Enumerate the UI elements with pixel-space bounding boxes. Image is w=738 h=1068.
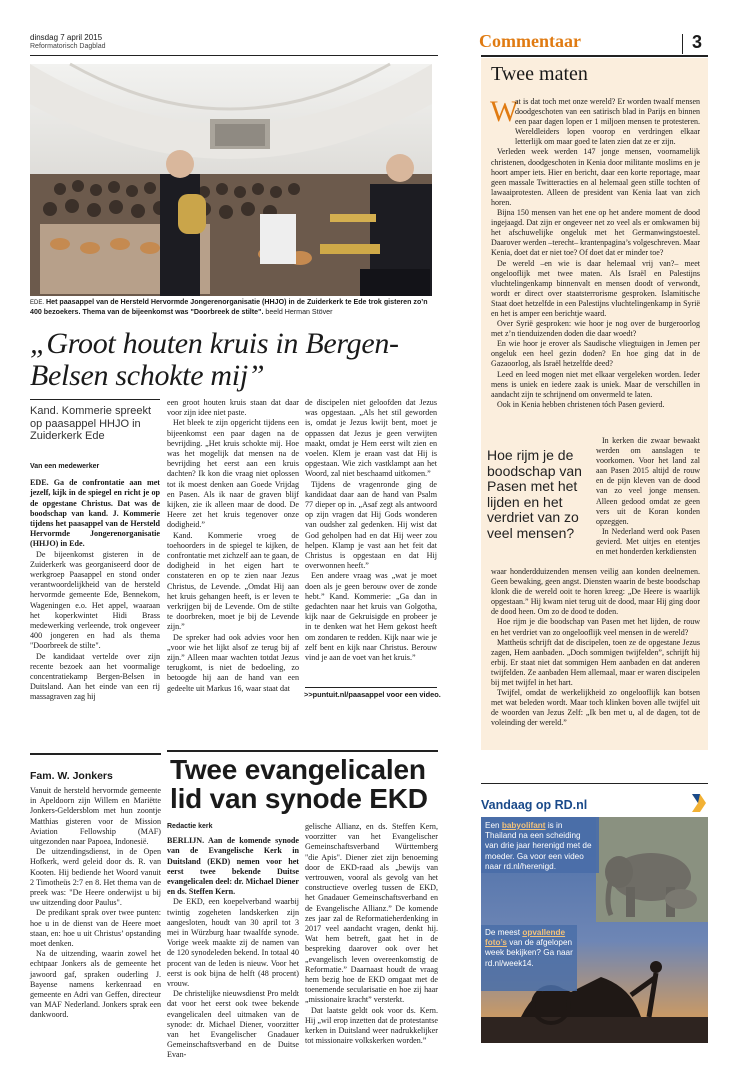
- article2-column-2: [305, 822, 438, 1044]
- jonkers-paragraph: Vanuit de hersteld hervormde gemeente in Apeldoorn zijn Willem en Mariëtte Jonkers-Geldersblom met hun zoontje Matthias gisteren voor de Mission Aviation Fellowship (MAF) uitgezonden naar Papoea, Indonesië.: [30, 786, 161, 847]
- commentary-text-bottom: [491, 567, 700, 749]
- caption-place: EDE.: [30, 300, 45, 306]
- vandaag-top-rule: [481, 783, 708, 784]
- photos-link[interactable]: opvallende foto’s: [485, 928, 566, 948]
- commentary-paragraph: In Nederland werd ook Pasen gevierd. Met uitjes en etentjes en met honderden kerkdiensten: [596, 526, 700, 557]
- pull-quote: Hoe rijm je de boodschap van Pasen met het lijden en het verdriet van zo veel mensen?: [487, 447, 582, 541]
- promo1-text: is in Thailand na een scheiding van drie jaar herenigd met de moeder. Ga voor een video naar rd.nl/herenigd.: [485, 821, 592, 871]
- article1-column-3: [305, 398, 437, 688]
- section-title: Commentaar: [479, 31, 581, 51]
- article1-column-1: [30, 462, 160, 752]
- article-paragraph: De bijeenkomst gisteren in de Zuiderkerk was georganiseerd door de werkgroep Paasappel en stond onder verantwoordelijkheid van de hersteld hervormde gemeente Ede, Bennekom, Wageningen e.o. Het appel, waaraan het koperkwintet Hidi Brass medewerking verleende, trok ongeveer 400 jongeren en had als thema "Doorbreek de stilte".: [30, 549, 160, 651]
- commentary-paragraph: Mattheüs schrijft dat de discipelen, toen ze de opgestane Jezus zagen, Hem aanbaden. „Doch sommigen twijfelden”, schrijft hij erbij. Er staat niet dat sommigen Hem aanbaden en dat anderen twijfelden. Ze aanbaden Hem allemaal, maar er waren discipelen bij met twijfel in het hart.: [491, 637, 700, 688]
- commentary-paragraph: Over Syrië gesproken: wie hoor je nog over de burgeroorlog met z’n tienduizenden doden die daar woedt?: [491, 319, 700, 339]
- page-number: 3: [692, 32, 703, 52]
- newspaper-name: Reformatorisch Dagblad: [30, 43, 106, 50]
- article-paragraph: De spreker had ook advies voor hen „voor wie het lijkt alsof ze terug bij af zijn.” Alleen maar wachten totdat Jezus terugkomt, is niet de bedoeling, zo betoogde hij aan de hand van een gedeelte uit Markus 16, waar staat dat: [167, 632, 299, 693]
- commentary-paragraph: Leed en leed mogen niet met elkaar vergeleken worden. Ieder mens is uniek en iedere zaak is uniek. Maar de verschillen in aandacht zijn te schrijnend om onvermeld te laten.: [491, 369, 700, 399]
- commentary-paragraph: De wereld –en wie is daar helemaal vrij van?– meet ongelooflijk met twee maten. Als Israël en Palestijns vluchtelingenkamp binnenvalt en mensen doodt of verwondt, wordt er direct over staatsterrorisme gesproken. Islamitische Staat doet hetzelfde in een Palestijns vluchtelingenkamp in Syrië en het is amper een berichtje waard.: [491, 258, 700, 318]
- article-paragraph: de discipelen niet geloofden dat Jezus was opgestaan. „Als het stil geworden is, omdat je Jezus kwijt bent, moet je oppassen dat Jezus je geen verwijten maakt, omdat je Hem eerst wilt zien en voelen. Klem je eraan vast dat Hij is opgestaan. Wie zich vastklampt aan het Woord, zal niet beschaamd uitkomen.”: [305, 398, 437, 479]
- intro-rule: [30, 399, 160, 400]
- babyolifant-link[interactable]: babyolifant: [501, 821, 546, 830]
- commentary-paragraph: Ook in Kenia hebben christenen tóch Pasen gevierd.: [497, 399, 665, 409]
- jonkers-paragraph: De uitzendingsdienst, in de Open Hofkerk, werd geleid door ds. R. van Kooten. Hij bediende het Woord vanuit 2 Timotheüs 2:7 en 8. Het thema van de preek was: "De Heere onderwijst u bij uw uitzending door Paulus".: [30, 847, 161, 908]
- header-rule: [30, 55, 438, 56]
- commentary-paragraph: Hoe rijm je die boodschap van Pasen met het lijden, de rouw en het verdriet van zo ongelooflijk veel mensen in de wereld?: [491, 617, 700, 637]
- jonkers-paragraph: De predikant sprak over twee punten: hoe u in de dienst van de Heere moet staan, en: hoe u uit Christus’ opstanding moet denken.: [30, 908, 161, 949]
- commentary-top-rule: [481, 55, 708, 57]
- photo-credit: beeld Herman Stöver: [265, 308, 333, 317]
- article-paragraph: Tijdens de vragenronde ging de kandidaat daar aan de hand van Psalm 77 dieper op in. „Asaf zegt als antwoord op zijn vragen dat Hij Gods wonderen van oudsher zal gedenken. Hij wist dat God geholpen had en dat Hij weer zou helpen. Klamp je vast aan het feit dat Christus is opgestaan en dat Hij overwonnen heeft.”: [305, 479, 437, 571]
- commentary-paragraph: at is dat toch met onze wereld? Er worden twaalf mensen doodgeschoten van een satirisch blad in Parijs en binnen een paar dagen lopen er 1 miljoen mensen te protesteren. Wereldleiders lopen voorop en verdringen elkaar letterlijk om maar goed te laten zien dat ze er zijn.: [515, 97, 700, 147]
- article1-column-2: [167, 398, 299, 750]
- article2-column-1: [167, 822, 299, 1060]
- article2-paragraph: Dat laatste geldt ook voor ds. Kern. Hij „wil erop inzetten dat de protestantse kerken in Duitsland weer nadrukkelijker tot missionaire volkskerken worden.”: [305, 1005, 438, 1046]
- article-paragraph: Kand. Kommerie vroeg de toehoorders in de spiegel te kijken, de confrontatie met zichzelf aan te gaan, de dodigheid in het eigen hart te constateren en op te zien naar Jezus Christus, de Levende. „Omdat Hij aan het kruis gehangen heeft, is er leven te verkrijgen bij de Levende. Om de stilte te doorbreken, moet je bij de Levende zijn.”: [167, 530, 299, 632]
- article2-paragraph: De EKD, een koepelverband waarbij twintig zogeheten landskerken zijn aangesloten, houdt van 30 april tot 3 mei in Würzburg haar twaalfde synode. Vorige week maakte zij de namen van de 120 synodeleden bekend. In totaal 40 procent van de leden is nieuw. Voor het eerst is ook bijna de helft (48 procent) vrouw.: [167, 897, 299, 989]
- commentary-dropcap: W: [490, 95, 519, 128]
- commentary-headline: Twee maten: [491, 63, 588, 85]
- commentary-paragraph: Verleden week werden 147 jonge mensen, voornamelijk christenen, doodgeschoten in Kenia door militante moslims en je hoort amper iets. Hier en bericht, daar een korte reportage, maar geen massale Twitteracties en al helemaal geen stille tochten of lawaaiprotesten. Alleen de president van Kenia laat van zich horen.: [491, 147, 700, 207]
- article-paragraph: een groot houten kruis staan dat daar voor zijn idee niet paste.: [167, 398, 299, 418]
- article-lead: EDE. Ga de confrontatie aan met jezelf, kijk in de spiegel en richt je op de opgestane Christus. Dat was de boodschap van kand. J. Kommerie tijdens het paasappel van de Hersteld Hervormde Jongerenorganisatie (HHJO) in Ede.: [30, 478, 160, 549]
- commentary-text-narrow: [596, 436, 700, 566]
- commentary-paragraph: In kerken die zwaar bewaakt werden om aanslagen te voorkomen. Voor het land zal aan Pasen 2015 altijd de rouw en de pijn kleven van de dood van zo veel jonge mensen. Alleen gedood omdat ze geen vers uit de Koran konden opzeggen.: [596, 436, 700, 526]
- article-intro: Kand. Kommerie spreekt op paasappel HHJO in Zuiderkerk Ede: [30, 405, 152, 442]
- article2-headline: Twee evangelicalen lid van synode EKD: [170, 754, 428, 814]
- article2-byline: Redactie kerk: [167, 823, 213, 830]
- article-paragraph: De kandidaat vertelde over zijn recente bezoek aan het voormalige concentratiekamp Bergen-Belsen in Duitsland. Aan het einde van een rij massagraven zag hij: [30, 651, 160, 702]
- commentary-paragraph: En wie hoor je erover als Saudische vliegtuigen in Jemen per ongeluk een heel gezin doden? En hoe ging dat in de Gazaoorlog, als Israël hetzelfde deed?: [491, 339, 700, 369]
- commentary-paragraph: Twijfel, omdat de werkelijkheid zo ongelooflijk kan botsen met wat beleden wordt. Maar toch klinken boven alle twijfel uit de woorden van Jezus Zelf: „Ik ben met u, al de dagen, tot de voleinding der wereld.”: [491, 688, 700, 728]
- publication-date: dinsdag 7 april 2015: [30, 33, 103, 42]
- promo-photos: [485, 928, 575, 969]
- article2-top-rule: [167, 750, 438, 752]
- jonkers-text: [30, 786, 161, 1044]
- link-rule: [305, 687, 437, 688]
- caption-text: Het paasappel van de Hersteld Hervormde Jongerenorganisatie (HHJO) in de Zuiderkerk te Ede trok gisteren zo’n 400 bezoekers. Thema van de bijeenkomst was "Doorbreek de stilte".: [30, 298, 428, 317]
- article2-paragraph: gelische Allianz, en ds. Steffen Kern, voorzitter van het Evangelischer Gemeinschaftsverband Württemberg "die Apis". Diener ziet zijn benoeming door de EKD-raad als „bewijs van vertrouwen, vooral als gevolg van het constructieve overleg tussen de EKD, het Gnadauer Gemeinschaftsverband en de Evangelische Allianz.” De komende zes jaar zal de Reformatieherdenking in 2017 veel aandacht vragen, denkt hij. Wat hem betreft, gaat het in de bespreking daarover ook over het „evangelisch leven overeenkomstig de Reformatie.” Daarnaast houdt de vraag hem bezig hoe de EKD omgaat met de toenemende secularisatie en hoe zij haar „missionaire kracht” versterkt.: [305, 822, 438, 1005]
- church-interior-photo-illustration: [30, 64, 432, 296]
- photo-caption: [30, 298, 435, 317]
- promo-babyolifant: [485, 821, 595, 872]
- article-headline: „Groot houten kruis in Bergen-Belsen schokte mij”: [30, 327, 399, 392]
- article-byline: Van een medewerker: [30, 463, 100, 470]
- commentary-text-top: [491, 97, 700, 435]
- promo2-text: van de afgelopen week bekijken? Ga naar rd.nl/week14.: [485, 938, 573, 968]
- commentary-paragraph: Bijna 150 mensen van het ene op het andere moment de dood ingejaagd. Dat zijn er ongeveer net zo veel als er omkwamen bij het afschuwelijke ongeluk met het Germanwingstoestel. Daarover werden –terecht– krantenpagina’s volgeschreven. Maar Kenia, doet dat er niet toe? Of doet dat er minder toe?: [491, 208, 700, 258]
- page-number-divider: [682, 34, 683, 54]
- promo2-pre: De meest: [485, 928, 521, 937]
- article2-lead: BERLIJN. Aan de komende synode van de Evangelische Kerk in Duitsland (EKD) nemen voor het eerst twee bekende Duitse evangelicalen deel: dr. Michael Diener en ds. Steffen Kern.: [167, 836, 299, 897]
- jonkers-title: Fam. W. Jonkers: [30, 770, 113, 782]
- video-link[interactable]: >>puntuit.nl/paasappel voor een video.: [304, 690, 441, 699]
- brass-quintet-photo: [30, 64, 432, 296]
- article-paragraph: Een andere vraag was „wat je moet doen als je geen berouw over de zonde hebt.” Kand. Kommerie: „Ga dan in gedachten naar het kruis van Golgotha, kijk naar de Gekruisigde en probeer je in te denken wat het Hem gekost heeft om zondaren te redden. Kijk naar wie je zelf bent en kijk naar Christus. Berouw vind je aan de voet van het kruis.”: [305, 571, 437, 663]
- commentary-paragraph: waar honderdduizenden mensen veilig aan konden deelnemen. Geen bewaking, geen angst. Diensten waarin de beste boodschap klonk die de wereld ooit te horen kreeg: „De Heere is waarlijk opgestaan.” Hij kwam niet terug uit de dood, maar Hij ging door de dood heen. Om zo de dood te doden.: [491, 567, 700, 617]
- jonkers-paragraph: Na de uitzending, waarin zowel het echtpaar Jonkers als de gemeente het jawoord gaf, spraken ouderling J. Bayense namens kerkenraad en gemeente en Adri van Geffen, directeur van MAF Nederland. Jonkers sprak een dankwoord.: [30, 949, 161, 1020]
- rd-logo-icon: [690, 792, 708, 814]
- article2-paragraph: De christelijke nieuwsdienst Pro meldt dat voor het eerst ook twee bekende evangelicalen deel uitmaken van de synode: dr. Michael Diener, voorzitter van het Evangelischer Gnadauer Gemeinschaftsverband en de Duitse Evan-: [167, 989, 299, 1060]
- vandaag-title: Vandaag op RD.nl: [481, 798, 588, 812]
- promo1-pre: Een: [485, 821, 500, 830]
- article-paragraph: Het bleek te zijn opgericht tijdens een bijeenkomst een paar dagen na de bevrijding. „Het kruis schokte mij. Hoe was het mogelijk dat mensen na de bevrijding het eerst aan een kruis dachten? Ik kon die vraag niet oplossen tot ik moest denken aan Goede Vrijdag en Pasen. Als ik naar de graven blijf kijken, zie ik alleen maar de dood. De Heere zet het kruis tegenover onze dodigheid.”: [167, 418, 299, 530]
